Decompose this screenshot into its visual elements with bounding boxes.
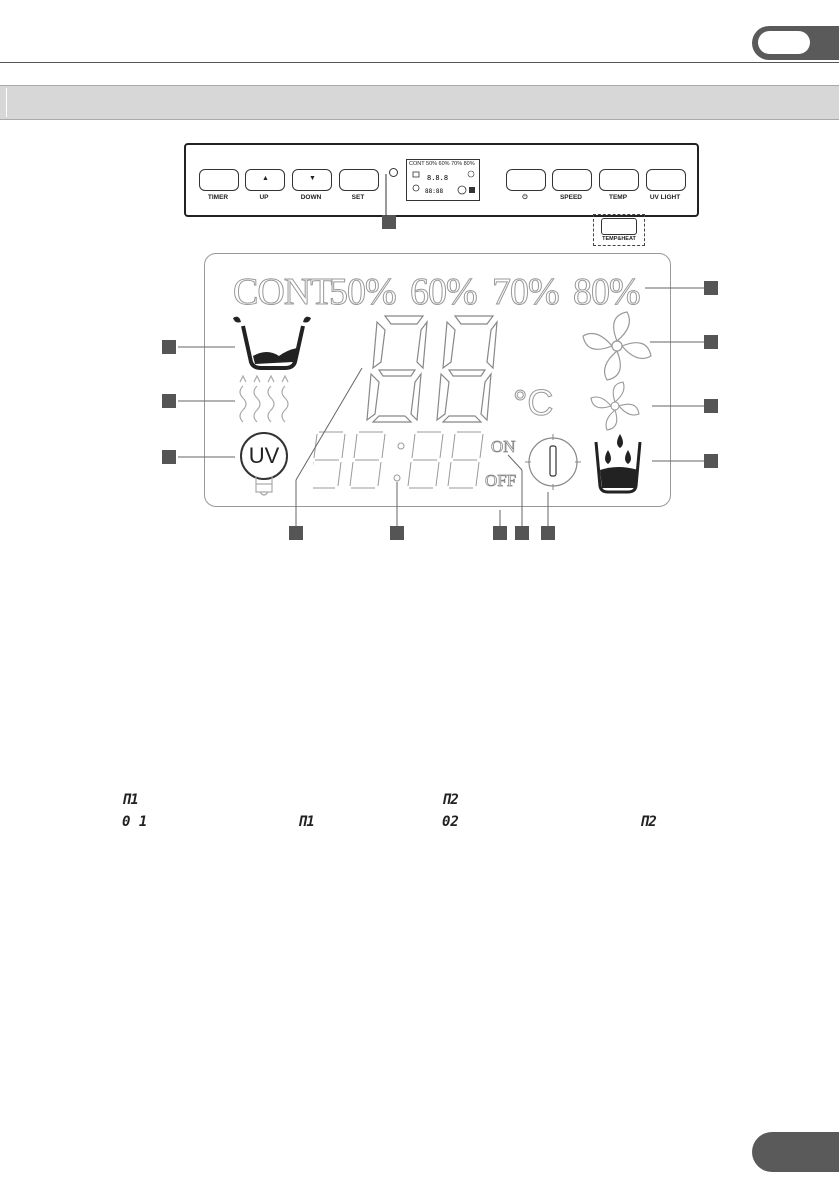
down-label: DOWN <box>300 194 322 201</box>
speed-button[interactable] <box>552 169 592 191</box>
celsius-unit: °C <box>513 382 554 423</box>
code-m1: Π1 <box>122 792 139 808</box>
temp-label: TEMP <box>608 194 628 201</box>
callout-marker <box>162 450 176 464</box>
uv-icon <box>240 432 288 480</box>
timer-button[interactable] <box>199 169 239 191</box>
svg-text:8.8.8: 8.8.8 <box>427 174 449 182</box>
temp-button[interactable] <box>599 169 639 191</box>
up-arrow-icon: ▲ <box>262 175 269 182</box>
control-panel <box>184 143 699 217</box>
off-indicator: OFF <box>485 471 517 490</box>
timer-dial-icon <box>523 432 583 492</box>
tank-full-icon <box>227 312 317 372</box>
callout-marker <box>162 394 176 408</box>
humidity-80: 80% <box>573 271 640 313</box>
language-pill <box>758 31 810 54</box>
heating-icon <box>235 372 295 432</box>
set-label: SET <box>351 194 365 201</box>
fan-high-icon <box>577 306 657 386</box>
down-button[interactable] <box>292 169 332 191</box>
fan-low-icon <box>587 378 643 434</box>
humidity-cont: CONT <box>233 271 333 313</box>
callout-marker <box>704 399 718 413</box>
temperature-digits <box>365 312 505 427</box>
mini-lcd <box>406 159 480 201</box>
uv-label: UV <box>248 443 280 468</box>
callout-marker <box>515 526 529 540</box>
callout-marker <box>390 526 404 540</box>
tank-drain-icon <box>592 430 644 494</box>
humidity-70: 70% <box>492 271 559 313</box>
set-button[interactable] <box>339 169 379 191</box>
code-02: 02 <box>442 814 459 830</box>
code-m1-b: Π1 <box>298 814 315 830</box>
lcd-display <box>204 253 671 507</box>
mini-lcd-text: CONT 50% 60% 70% 80% <box>409 161 475 167</box>
callout-marker <box>704 454 718 468</box>
humidity-50: 50% <box>329 271 396 313</box>
callout-marker <box>493 526 507 540</box>
up-button[interactable] <box>245 169 285 191</box>
callout-marker <box>704 281 718 295</box>
temp-heat-variant <box>593 214 645 246</box>
callout-marker <box>704 335 718 349</box>
code-m2-b: Π2 <box>640 814 657 830</box>
uv-bulb-base-icon <box>252 476 276 498</box>
speed-label: SPEED <box>559 194 583 201</box>
page-number-tab <box>752 1132 839 1172</box>
callout-marker <box>289 526 303 540</box>
temp-heat-label: TEMP&HEAT <box>602 236 636 242</box>
on-indicator: ON <box>491 437 516 456</box>
up-label: UP <box>259 194 269 201</box>
humidity-60: 60% <box>410 271 477 313</box>
uv-light-button[interactable] <box>646 169 686 191</box>
callout-marker <box>382 215 396 229</box>
header-rule <box>0 62 839 63</box>
timer-digits <box>313 428 493 490</box>
down-arrow-icon: ▼ <box>309 175 316 182</box>
indicator-led <box>389 168 398 177</box>
temp-heat-button[interactable] <box>601 218 637 235</box>
callout-marker <box>541 526 555 540</box>
uv-light-label: UV LIGHT <box>649 194 681 201</box>
power-button[interactable] <box>506 169 546 191</box>
svg-text:88:88: 88:88 <box>425 188 444 195</box>
callout-marker <box>162 340 176 354</box>
section-title-bar <box>0 85 839 120</box>
code-m2: Π2 <box>442 792 459 808</box>
code-01: 0 1 <box>122 814 148 830</box>
power-label: ⏻ <box>522 194 528 201</box>
timer-label: TIMER <box>207 194 229 201</box>
